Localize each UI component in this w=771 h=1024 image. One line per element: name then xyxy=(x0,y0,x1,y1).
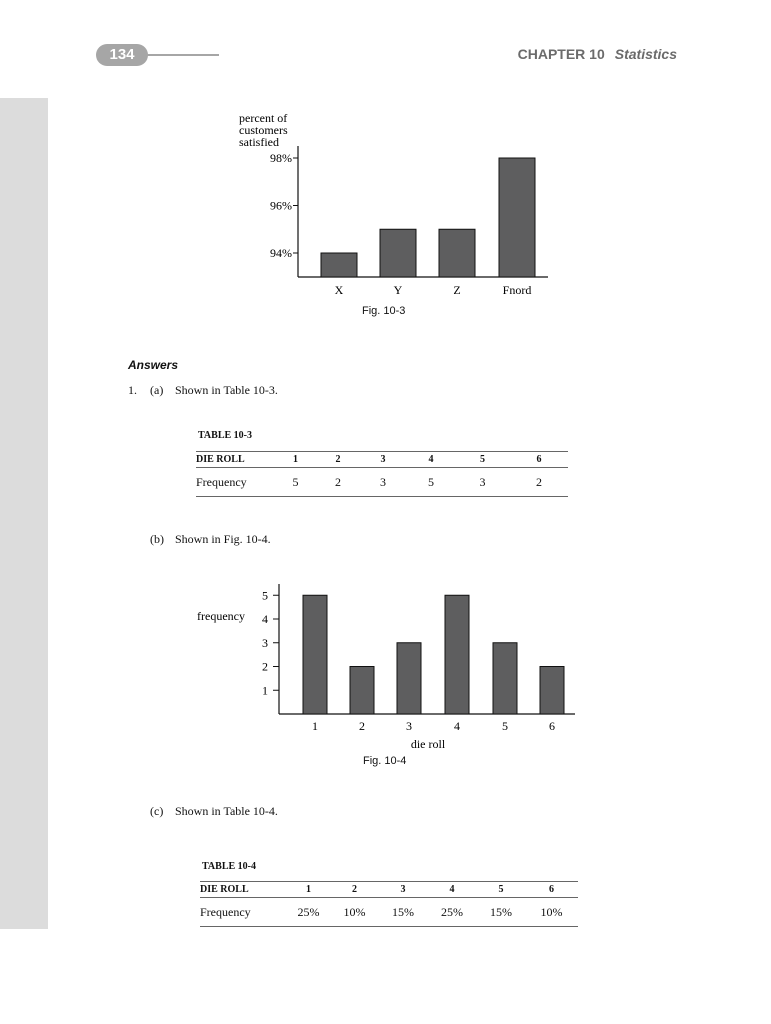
x-tick-label: 5 xyxy=(502,719,508,733)
figure-10-3-chart xyxy=(0,0,771,330)
table-header-cell: 2 xyxy=(330,882,379,898)
table-10-3-title: TABLE 10-3 xyxy=(198,430,252,441)
table-cell: 15% xyxy=(379,898,427,927)
y-tick-label: 2 xyxy=(262,659,268,674)
answer-1b-label: (b) xyxy=(150,532,164,546)
answer-1c-label: (c) xyxy=(150,804,164,818)
x-tick-label: Fnord xyxy=(502,283,532,297)
y-tick-label: 94% xyxy=(270,246,292,260)
figure-10-3-caption: Fig. 10-3 xyxy=(362,305,406,317)
table-header-cell: 6 xyxy=(510,452,568,468)
table-cell: 3 xyxy=(455,468,510,497)
x-tick-label: 2 xyxy=(359,719,365,733)
y-tick-label: 1 xyxy=(262,683,268,698)
table-10-4-data-row xyxy=(200,898,578,927)
table-cell: 25% xyxy=(427,898,477,927)
bar-x xyxy=(321,253,357,277)
table-10-3 xyxy=(196,451,568,497)
table-row-label: Frequency xyxy=(200,898,287,927)
y-tick-label: 4 xyxy=(262,612,268,626)
table-header-cell: 5 xyxy=(477,882,525,898)
table-header-cell: 3 xyxy=(379,882,427,898)
table-cell: 5 xyxy=(274,468,317,497)
table-header-cell: 6 xyxy=(525,882,578,898)
bar-1 xyxy=(303,595,327,714)
x-tick-label: Y xyxy=(393,283,403,297)
bar-4 xyxy=(445,595,469,714)
table-10-4 xyxy=(200,881,578,927)
answer-1c-text: Shown in Table 10-4. xyxy=(175,804,278,818)
bar-fnord xyxy=(499,158,535,277)
table-cell: 10% xyxy=(330,898,379,927)
table-10-4-title: TABLE 10-4 xyxy=(202,861,256,872)
y-tick-label: 3 xyxy=(262,635,268,650)
x-axis-label: die roll xyxy=(410,737,446,751)
y-tick-label: 5 xyxy=(262,588,268,603)
table-10-4-header-row xyxy=(200,882,578,898)
table-cell: 10% xyxy=(525,898,578,927)
table-header-cell: 4 xyxy=(427,882,477,898)
figure-10-4-chart xyxy=(0,560,771,760)
answer-1-number: 1. xyxy=(128,383,137,397)
y-axis-label: frequency xyxy=(197,609,245,623)
y-tick-label: 98% xyxy=(270,151,292,165)
y-axis-label-line: satisfied xyxy=(239,135,279,149)
bar-3 xyxy=(397,643,421,714)
table-10-3-header-row xyxy=(196,452,568,468)
table-header-cell: 1 xyxy=(287,882,330,898)
bar-y xyxy=(380,229,416,277)
answer-1b-text: Shown in Fig. 10-4. xyxy=(175,532,271,546)
table-cell: 15% xyxy=(477,898,525,927)
chapter-title: Statistics xyxy=(614,46,677,62)
table-cell: 25% xyxy=(287,898,330,927)
table-10-3-data-row xyxy=(196,468,568,497)
bar-6 xyxy=(540,667,564,715)
table-header-cell: 5 xyxy=(455,452,510,468)
figure-10-4-caption: Fig. 10-4 xyxy=(363,755,407,767)
table-cell: 2 xyxy=(317,468,359,497)
table-cell: 2 xyxy=(510,468,568,497)
answers-heading: Answers xyxy=(128,358,179,372)
chapter-label: CHAPTER 10 xyxy=(517,46,605,62)
table-header-cell: 1 xyxy=(274,452,317,468)
table-header-label: DIE ROLL xyxy=(200,882,287,898)
x-tick-label: Z xyxy=(453,283,461,297)
x-tick-label: 6 xyxy=(549,719,555,733)
table-row-label: Frequency xyxy=(196,468,274,497)
answer-1a-label: (a) xyxy=(150,383,164,397)
page-number-badge: 134 xyxy=(96,44,148,66)
x-tick-label: 1 xyxy=(312,719,318,733)
table-header-cell: 4 xyxy=(407,452,455,468)
y-tick-label: 96% xyxy=(270,198,292,213)
table-header-cell: 3 xyxy=(359,452,407,468)
x-tick-label: 3 xyxy=(406,719,412,733)
bar-2 xyxy=(350,667,374,715)
bar-5 xyxy=(493,643,517,714)
table-header-cell: 2 xyxy=(317,452,359,468)
bar-z xyxy=(439,229,475,277)
table-cell: 5 xyxy=(407,468,455,497)
table-cell: 3 xyxy=(359,468,407,497)
x-tick-label: 4 xyxy=(454,719,460,733)
x-tick-label: X xyxy=(334,283,344,297)
y-axis-label-line: percent of xyxy=(239,111,288,125)
table-header-label: DIE ROLL xyxy=(196,452,274,468)
answer-1a-text: Shown in Table 10-3. xyxy=(175,383,278,397)
y-axis-label-line: customers xyxy=(239,123,288,137)
